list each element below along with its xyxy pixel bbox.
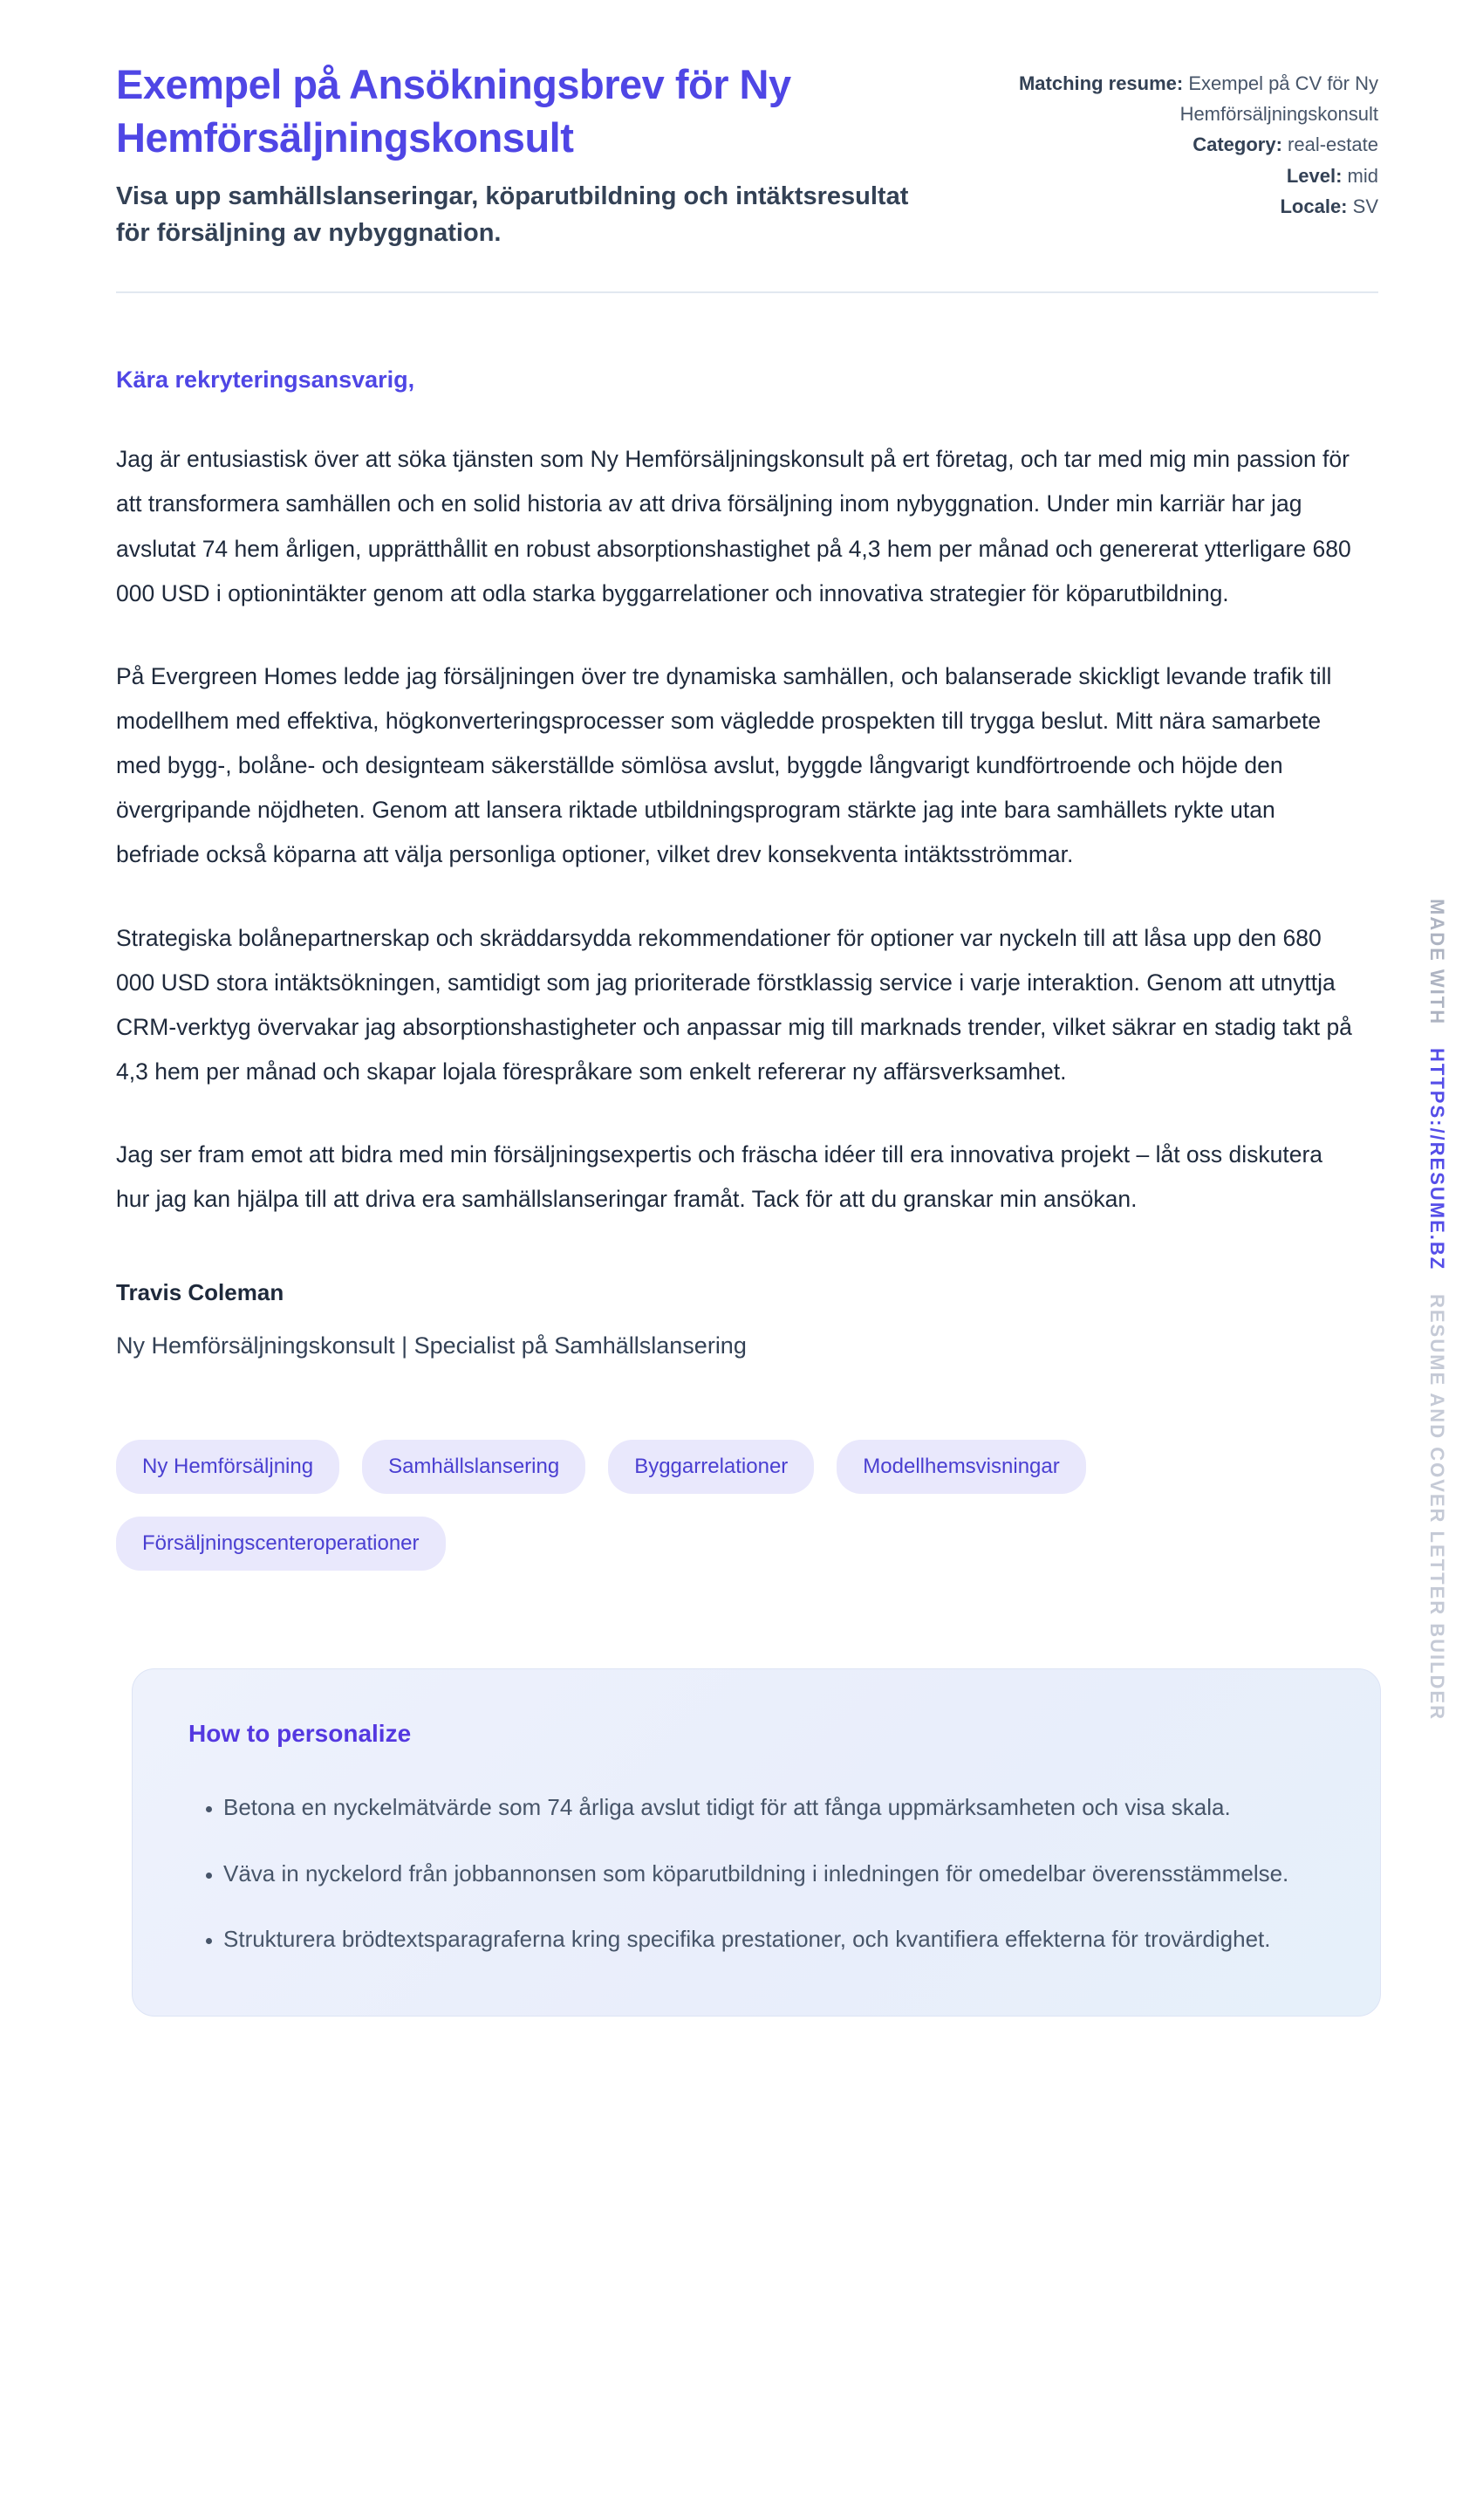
personalize-tip: • Strukturera brödtextsparagraferna kring specifika prestationer, och kvantifiera effekterna för trovärdighet. <box>223 1918 1324 1961</box>
how-to-personalize-box <box>132 1668 1381 2016</box>
meta-matching-resume <box>986 68 1378 129</box>
meta-matching-resume-value: Exempel på CV för Ny Hemförsäljningskonsult <box>1179 72 1378 126</box>
meta-level-value: mid <box>1347 164 1378 187</box>
made-with-watermark <box>1425 899 1448 1736</box>
tag-pill[interactable]: Samhällslansering <box>362 1440 585 1494</box>
title-block <box>116 58 927 251</box>
meta-level-label: Level: <box>1286 164 1343 187</box>
page-subtitle: Visa upp samhällslanseringar, köparutbildning och intäktsresultat för försäljning av nybyggnation. <box>116 182 909 248</box>
header-divider <box>116 291 1378 293</box>
meta-locale-value: SV <box>1352 195 1378 217</box>
letter-paragraph: Jag ser fram emot att bidra med min försäljningsexpertis och fräscha idéer till era innovativa projekt – låt oss diskutera hur jag kan hjälpa till att driva era samhällslanseringar framåt. Tack för att du granskar min ansökan. <box>116 1141 1323 1213</box>
keyword-tags <box>116 1440 1250 1571</box>
meta-category-value: real-estate <box>1288 134 1378 156</box>
resume-bz-link[interactable]: HTTPS://RESUME.BZ <box>1426 1048 1448 1271</box>
meta-block <box>986 68 1378 222</box>
letter-paragraph: Strategiska bolånepartnerskap och skräddarsydda rekommendationer för optioner var nyckeln till att låsa upp den 680 000 USD stora intäktsökningen, samtidigt som jag prioriterade förstklassig service i varje interaktion. Genom att utnyttja CRM-verktyg övervakar jag absorptionshastigheter och anpassar mig till marknads trender, vilket säkrar en stadig takt på 4,3 hem per månad och skapar lojala förespråkare som enkelt refererar ny affärsverksamhet. <box>116 924 1352 1085</box>
page-header <box>116 58 1378 251</box>
tag-pill[interactable]: Ny Hemförsäljning <box>116 1440 339 1494</box>
watermark-suffix: RESUME AND COVER LETTER BUILDER <box>1426 1293 1448 1721</box>
meta-matching-resume-label: Matching resume: <box>1018 72 1184 94</box>
signature-name: Travis Coleman <box>116 1279 284 1306</box>
letter-greeting: Kära rekryteringsansvarig, <box>116 366 415 394</box>
personalize-tip: • Betona en nyckelmätvärde som 74 årliga avslut tidigt för att fånga uppmärksamheten och visa skala. <box>223 1786 1324 1829</box>
how-to-personalize-list <box>188 1786 1324 1961</box>
personalize-tip: • Väva in nyckelord från jobbannonsen som köparutbildning i inledningen för omedelbar överensstämmelse. <box>223 1852 1324 1895</box>
letter-body <box>116 437 1359 1222</box>
meta-level <box>986 161 1378 191</box>
how-to-personalize-heading: How to personalize <box>188 1720 412 1748</box>
meta-category-label: Category: <box>1193 134 1282 156</box>
tag-pill[interactable]: Försäljningscenteroperationer <box>116 1517 446 1571</box>
meta-category <box>986 129 1378 160</box>
letter-paragraph: På Evergreen Homes ledde jag försäljningen över tre dynamiska samhällen, och balanserade skickligt levande trafik till modellhem med effektiva, högkonverteringsprocesser som vägledde prospekten till trygga beslut. Mitt nära samarbete med bygg-, bolåne- och designteam säkerställde sömlösa avslut, byggde långvarigt kundförtroende och höjde den övergripande nöjdheten. Genom att lansera riktade utbildningsprogram stärkte jag inte bara samhällets rykte utan befriade också köparna att välja personliga optioner, vilket drev konsekventa intäktsströmmar. <box>116 662 1332 868</box>
meta-locale-label: Locale: <box>1280 195 1348 217</box>
tag-pill[interactable]: Byggarrelationer <box>608 1440 814 1494</box>
letter-paragraph: Jag är entusiastisk över att söka tjänsten som Ny Hemförsäljningskonsult på ert företag, och tar med mig min passion för att transformera samhällen och en solid historia av att driva försäljning inom nybyggnation. Under min karriär har jag avslutat 74 hem årligen, upprätthållit en robust absorptionshastighet på 4,3 hem per månad och genererat ytterligare 680 000 USD i optionintäkter genom att odla starka byggarrelationer och innovativa strategier för köparutbildning. <box>116 446 1351 606</box>
page-title: Exempel på Ansökningsbrev för Ny Hemförsäljningskonsult <box>116 61 791 161</box>
watermark-prefix: MADE WITH <box>1426 899 1448 1026</box>
tag-pill[interactable]: Modellhemsvisningar <box>837 1440 1085 1494</box>
signature-role: Ny Hemförsäljningskonsult | Specialist på Samhällslansering <box>116 1332 747 1359</box>
meta-locale <box>986 191 1378 222</box>
